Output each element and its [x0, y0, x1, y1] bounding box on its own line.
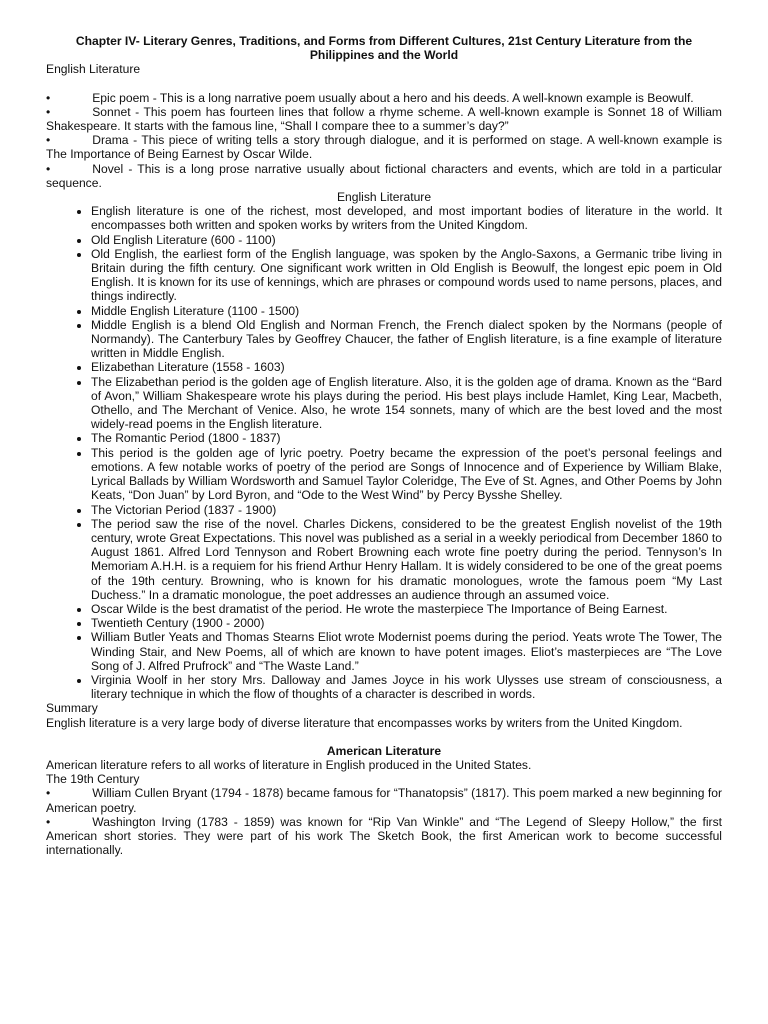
chapter-title: Chapter IV- Literary Genres, Traditions, and Forms from Different Cultures, 21st Century Literature from the Philippines and the World	[75, 34, 693, 63]
genre-item: • Novel - This is a long prose narrative usually about fictional characters and events, which are told in a particular sequence.	[46, 161, 722, 190]
list-item: • Twentieth Century (1900 - 2000)	[91, 616, 722, 630]
list-item: • English literature is one of the richest, most developed, and most important bodies of literature in the world. It encompasses both written and spoken works by writers from the United Kingdom.	[91, 204, 722, 232]
genre-list	[46, 91, 722, 190]
section-label-english: English Literature	[46, 62, 141, 77]
list-item: • Old English, the earliest form of the English language, was spoken by the Anglo-Saxons, a Germanic tribe living in Britain during the fifth century. One significant work written in Old English is Beowulf, the longest epic poem in Old English. It is known for its use of kennings, which are phrases or compound words used to name persons, places, and things indirectly.	[91, 247, 722, 304]
summary-text: English literature is a very large body of diverse literature that encompasses works by writers from the United Kingdom.	[46, 715, 683, 730]
list-item: • Oscar Wilde is the best dramatist of the period. He wrote the masterpiece The Importance of Being Earnest.	[91, 602, 722, 616]
list-item: • The Victorian Period (1837 - 1900)	[91, 503, 722, 517]
list-item: • The period saw the rise of the novel. Charles Dickens, considered to be the greatest English novelist of the 19th century, wrote Great Expectations. This novel was published as a serial in a weekly periodical from December 1860 to August 1861. Alfred Lord Tennyson and Robert Browning each wrote fine poetry during the period. Tennyson’s In Memoriam A.H.H. is a requiem for his friend Arthur Henry Hallam. It is widely considered to be one of the great poems of the 19th century. Browning, who is known for his dramatic monologues, wrote the famous poem “My Last Duchess.” In a dramatic monologue, the poet addresses an audience through an assumed voice.	[91, 517, 722, 602]
summary-label: Summary	[46, 701, 98, 716]
genre-item: • Drama - This piece of writing tells a story through dialogue, and it is performed on stage. A well-known example is The Importance of Being Earnest by Oscar Wilde.	[46, 133, 722, 162]
english-literature-heading: English Literature	[336, 190, 432, 205]
list-item: • The Romantic Period (1800 - 1837)	[91, 431, 722, 445]
list-item: • Middle English is a blend Old English and Norman French, the French dialect spoken by the Normans (people of Normandy). The Canterbury Tales by Geoffrey Chaucer, the father of English literature, is a fine example of literature written in Middle English.	[91, 318, 722, 361]
list-item: • Virginia Woolf in her story Mrs. Dalloway and James Joyce in his work Ulysses use stream of consciousness, a literary technique in which the flow of thoughts of a character is described in words.	[91, 673, 722, 701]
american-literature-heading: American Literature	[326, 743, 442, 758]
list-item: • Old English Literature (600 - 1100)	[91, 233, 722, 247]
genre-item: • Epic poem - This is a long narrative poem usually about a hero and his deeds. A well-known example is Beowulf.	[46, 90, 694, 105]
american-item: • William Cullen Bryant (1794 - 1878) became famous for “Thanatopsis” (1817). This poem marked a new beginning for American poetry.	[46, 786, 722, 815]
spacer	[46, 77, 722, 91]
list-item: • Middle English Literature (1100 - 1500)	[91, 304, 722, 318]
list-item: • Elizabethan Literature (1558 - 1603)	[91, 360, 722, 374]
spacer	[46, 730, 722, 744]
american-century-label: The 19th Century	[46, 772, 140, 787]
list-item: • William Butler Yeats and Thomas Stearns Eliot wrote Modernist poems during the period. Yeats wrote The Tower, The Winding Stair, and New Poems, all of which are known to have potent images. Eliot’s masterpieces are “The Love Song of J. Alfred Prufrock” and “The Waste Land.”	[91, 630, 722, 673]
list-item: • This period is the golden age of lyric poetry. Poetry became the expression of the poet’s personal feelings and emotions. A few notable works of poetry of the period are Songs of Innocence and of Experience by William Blake, Lyrical Ballads by William Wordsworth and Samuel Taylor Coleridge, The Eve of St. Agnes, and Other Poems by John Keats, “Don Juan” by Lord Byron, and “Ode to the West Wind” by Percy Bysshe Shelley.	[91, 446, 722, 503]
english-literature-list	[46, 204, 722, 701]
american-intro: American literature refers to all works of literature in English produced in the United States.	[46, 757, 532, 772]
genre-item: • Sonnet - This poem has fourteen lines that follow a rhyme scheme. A well-known example is Sonnet 18 of William Shakespeare. It starts with the famous line, “Shall I compare thee to a summer’s day?”	[46, 104, 722, 134]
list-item: • The Elizabethan period is the golden age of English literature. Also, it is the golden age of drama. Known as the “Bard of Avon,” William Shakespeare wrote his plays during the period. His best plays include Hamlet, King Lear, Macbeth, Othello, and The Merchant of Venice. Also, he wrote 154 sonnets, many of which are the best loved and the most widely-read poems in the English literature.	[91, 375, 722, 432]
american-item: • Washington Irving (1783 - 1859) was known for “Rip Van Winkle” and “The Legend of Sleepy Hollow,” the first American short stories. They were part of his work The Sketch Book, the first American work to become successful internationally.	[46, 814, 722, 858]
american-list	[46, 786, 722, 857]
